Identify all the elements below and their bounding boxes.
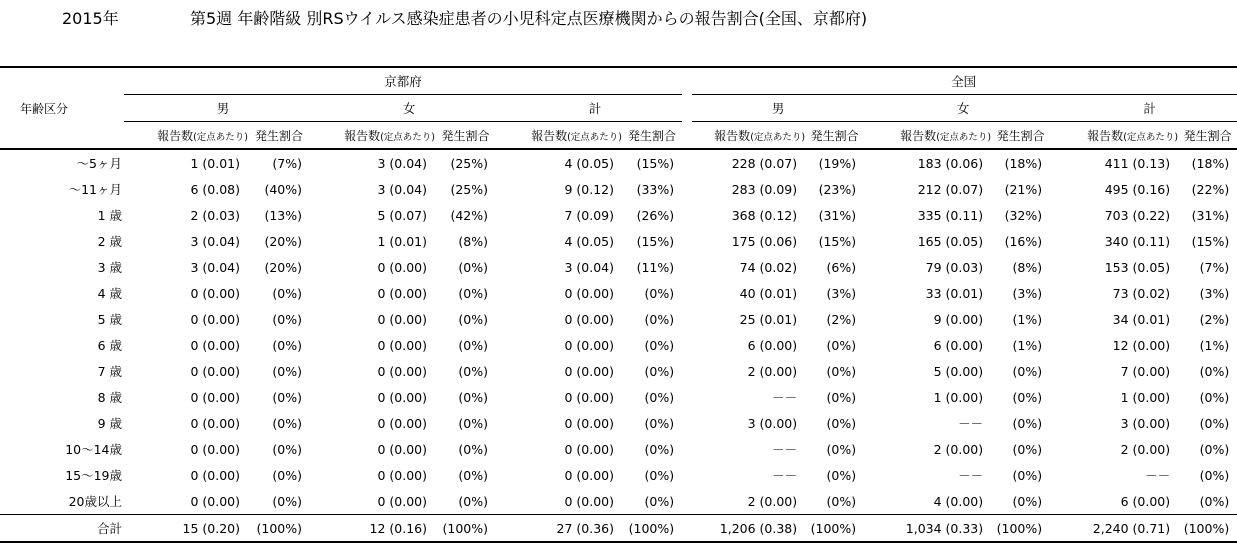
ratio-cell: (0%) bbox=[458, 285, 488, 301]
ratio-cell: (0%) bbox=[1199, 441, 1230, 457]
ratio-cell: (0%) bbox=[826, 441, 857, 457]
ratio-cell: (0%) bbox=[644, 493, 675, 509]
region-header: 全国 bbox=[951, 74, 977, 89]
ratio-cell: (0%) bbox=[1012, 415, 1043, 431]
sex-header: 男 bbox=[136, 95, 310, 122]
report-count-cell: 1,206 (0.38) bbox=[692, 515, 805, 543]
ratio-cell: (31%) bbox=[818, 207, 857, 223]
age-label: 15～19歳 bbox=[65, 468, 122, 483]
age-label: 10～14歳 bbox=[65, 442, 122, 457]
ratio-cell: (15%) bbox=[1191, 233, 1230, 249]
ratio-cell: (0%) bbox=[272, 311, 302, 327]
age-label: 9 歳 bbox=[97, 416, 122, 431]
report-count-cell: 0 (0.00) bbox=[377, 259, 427, 275]
report-count-cell: －－ bbox=[958, 416, 984, 431]
ratio-cell: (0%) bbox=[1012, 493, 1043, 509]
ratio-cell: (0%) bbox=[1199, 467, 1230, 483]
report-count-cell: 2 (0.00) bbox=[747, 493, 798, 509]
per-site-subheader: (定点あたり) bbox=[567, 131, 622, 143]
report-count-cell: 153 (0.05) bbox=[1104, 259, 1171, 275]
table-row bbox=[0, 280, 1237, 306]
report-count-cell: 340 (0.11) bbox=[1104, 233, 1171, 249]
report-count-cell: －－ bbox=[1145, 468, 1171, 483]
ratio-cell: (15%) bbox=[636, 233, 675, 249]
ratio-cell: (100%) bbox=[248, 515, 310, 543]
table-row bbox=[0, 410, 1237, 436]
ratio-cell: (0%) bbox=[826, 493, 857, 509]
ratio-cell: (0%) bbox=[644, 467, 675, 483]
ratio-cell: (0%) bbox=[1012, 441, 1043, 457]
age-label: 5 歳 bbox=[97, 312, 122, 327]
ratio-cell: (8%) bbox=[1012, 259, 1043, 275]
table-row bbox=[0, 306, 1237, 332]
report-count-cell: 2 (0.03) bbox=[190, 207, 240, 223]
ratio-cell: (33%) bbox=[636, 181, 675, 197]
ratio-cell: (0%) bbox=[458, 415, 488, 431]
report-count-cell: 0 (0.00) bbox=[564, 467, 614, 483]
ratio-cell: (0%) bbox=[458, 363, 488, 379]
count-subheader: 報告数 bbox=[531, 128, 568, 143]
report-count-cell: 228 (0.07) bbox=[731, 155, 798, 171]
report-count-cell: 3 (0.04) bbox=[190, 233, 240, 249]
report-count-cell: 1 (0.00) bbox=[933, 389, 984, 405]
count-subheader: 報告数 bbox=[900, 128, 937, 143]
ratio-cell: (0%) bbox=[272, 467, 302, 483]
sex-header: 女 bbox=[322, 95, 496, 122]
age-label: 8 歳 bbox=[97, 390, 122, 405]
ratio-cell: (0%) bbox=[644, 311, 675, 327]
ratio-cell: (7%) bbox=[1199, 259, 1230, 275]
age-label: 3 歳 bbox=[97, 260, 122, 275]
report-count-cell: 40 (0.01) bbox=[739, 285, 798, 301]
report-count-cell: 0 (0.00) bbox=[564, 389, 614, 405]
ratio-cell: (19%) bbox=[818, 155, 857, 171]
report-count-cell: 0 (0.00) bbox=[377, 363, 427, 379]
report-count-cell: 7 (0.00) bbox=[1120, 363, 1171, 379]
report-count-cell: 0 (0.00) bbox=[190, 311, 240, 327]
report-count-cell: 4 (0.05) bbox=[564, 155, 614, 171]
count-subheader: 報告数 bbox=[344, 128, 381, 143]
report-count-cell: －－ bbox=[958, 468, 984, 483]
ratio-cell: (100%) bbox=[1178, 515, 1237, 543]
age-label: 20歳以上 bbox=[68, 494, 122, 509]
ratio-cell: (3%) bbox=[1012, 285, 1043, 301]
ratio-cell: (25%) bbox=[450, 155, 488, 171]
report-count-cell: 9 (0.12) bbox=[564, 181, 614, 197]
report-count-cell: 0 (0.00) bbox=[377, 415, 427, 431]
table-row bbox=[0, 358, 1237, 384]
ratio-cell: (2%) bbox=[826, 311, 857, 327]
ratio-cell: (0%) bbox=[826, 467, 857, 483]
ratio-cell: (22%) bbox=[1191, 181, 1230, 197]
report-count-cell: 6 (0.00) bbox=[747, 337, 798, 353]
ratio-cell: (0%) bbox=[272, 337, 302, 353]
report-count-cell: 9 (0.00) bbox=[933, 311, 984, 327]
table-row bbox=[0, 228, 1237, 254]
report-count-cell: 5 (0.00) bbox=[933, 363, 984, 379]
ratio-cell: (2%) bbox=[1199, 311, 1230, 327]
report-count-cell: 0 (0.00) bbox=[377, 311, 427, 327]
ratio-cell: (0%) bbox=[272, 493, 302, 509]
report-count-cell: 1 (0.01) bbox=[377, 233, 427, 249]
report-count-cell: －－ bbox=[772, 390, 798, 405]
report-count-cell: 0 (0.00) bbox=[190, 389, 240, 405]
report-count-cell: 3 (0.04) bbox=[377, 181, 427, 197]
ratio-cell: (0%) bbox=[644, 389, 675, 405]
ratio-cell: (100%) bbox=[435, 515, 496, 543]
report-count-cell: 0 (0.00) bbox=[190, 415, 240, 431]
ratio-cell: (0%) bbox=[458, 259, 488, 275]
ratio-cell: (11%) bbox=[636, 259, 675, 275]
ratio-cell: (0%) bbox=[458, 389, 488, 405]
ratio-cell: (0%) bbox=[458, 337, 488, 353]
ratio-cell: (0%) bbox=[826, 363, 857, 379]
ratio-cell: (20%) bbox=[264, 233, 302, 249]
count-subheader: 報告数 bbox=[157, 128, 194, 143]
per-site-subheader: (定点あたり) bbox=[1123, 131, 1179, 143]
per-site-subheader: (定点あたり) bbox=[380, 131, 435, 143]
report-count-cell: 33 (0.01) bbox=[925, 285, 984, 301]
ratio-cell: (0%) bbox=[458, 311, 488, 327]
report-count-cell: 3 (0.04) bbox=[190, 259, 240, 275]
ratio-cell: (26%) bbox=[636, 207, 675, 223]
report-count-cell: 1 (0.00) bbox=[1120, 389, 1171, 405]
ratio-cell: (7%) bbox=[272, 155, 302, 171]
table-row bbox=[0, 202, 1237, 228]
report-count-cell: 5 (0.07) bbox=[377, 207, 427, 223]
report-count-cell: 27 (0.36) bbox=[508, 515, 622, 543]
ratio-cell: (0%) bbox=[1199, 389, 1230, 405]
report-count-cell: 3 (0.00) bbox=[747, 415, 798, 431]
report-count-cell: 0 (0.00) bbox=[190, 467, 240, 483]
sex-header: 女 bbox=[876, 95, 1050, 122]
ratio-cell: (0%) bbox=[644, 285, 675, 301]
count-subheader: 報告数 bbox=[1087, 128, 1124, 143]
rsv-report-table bbox=[0, 66, 1237, 543]
sex-header: 男 bbox=[692, 95, 864, 122]
report-count-cell: 0 (0.00) bbox=[564, 441, 614, 457]
table-row bbox=[0, 332, 1237, 358]
ratio-cell: (8%) bbox=[458, 233, 488, 249]
report-count-cell: 411 (0.13) bbox=[1104, 155, 1171, 171]
ratio-subheader: 発生割合 bbox=[435, 122, 496, 150]
table-row bbox=[0, 436, 1237, 462]
ratio-cell: (23%) bbox=[818, 181, 857, 197]
ratio-cell: (0%) bbox=[272, 389, 302, 405]
report-count-cell: 2,240 (0.71) bbox=[1062, 515, 1178, 543]
report-count-cell: 0 (0.00) bbox=[564, 285, 614, 301]
age-label: 2 歳 bbox=[97, 234, 122, 249]
ratio-cell: (0%) bbox=[458, 441, 488, 457]
report-count-cell: 3 (0.00) bbox=[1120, 415, 1171, 431]
ratio-cell: (1%) bbox=[1012, 337, 1043, 353]
ratio-subheader: 発生割合 bbox=[248, 122, 310, 150]
ratio-cell: (100%) bbox=[622, 515, 682, 543]
report-count-cell: 0 (0.00) bbox=[190, 285, 240, 301]
report-count-cell: 2 (0.00) bbox=[747, 363, 798, 379]
report-count-cell: 1,034 (0.33) bbox=[876, 515, 991, 543]
ratio-cell: (0%) bbox=[1012, 389, 1043, 405]
ratio-cell: (3%) bbox=[1199, 285, 1230, 301]
ratio-cell: (0%) bbox=[826, 415, 857, 431]
ratio-cell: (0%) bbox=[1199, 415, 1230, 431]
report-count-cell: 212 (0.07) bbox=[917, 181, 984, 197]
ratio-subheader: 発生割合 bbox=[622, 122, 682, 150]
report-count-cell: 495 (0.16) bbox=[1104, 181, 1171, 197]
report-title: 第5週 年齢階級 別RSウイルス感染症患者の小児科定点医療機関からの報告割合(全国、京都府) bbox=[190, 9, 868, 28]
per-site-subheader: (定点あたり) bbox=[193, 131, 248, 143]
report-count-cell: 3 (0.04) bbox=[377, 155, 427, 171]
report-count-cell: 165 (0.05) bbox=[917, 233, 984, 249]
report-count-cell: 73 (0.02) bbox=[1112, 285, 1171, 301]
report-count-cell: 12 (0.00) bbox=[1112, 337, 1171, 353]
report-count-cell: 0 (0.00) bbox=[190, 441, 240, 457]
ratio-cell: (18%) bbox=[1004, 155, 1043, 171]
region-header: 京都府 bbox=[384, 74, 422, 89]
age-label: 7 歳 bbox=[97, 364, 122, 379]
ratio-cell: (6%) bbox=[826, 259, 857, 275]
report-count-cell: 4 (0.00) bbox=[933, 493, 984, 509]
ratio-subheader: 発生割合 bbox=[991, 122, 1050, 150]
report-count-cell: 1 (0.01) bbox=[190, 155, 240, 171]
ratio-cell: (0%) bbox=[1199, 363, 1230, 379]
age-label: ～5ヶ月 bbox=[76, 156, 122, 171]
ratio-cell: (1%) bbox=[1012, 311, 1043, 327]
ratio-cell: (0%) bbox=[272, 415, 302, 431]
ratio-cell: (0%) bbox=[644, 415, 675, 431]
report-count-cell: 79 (0.03) bbox=[925, 259, 984, 275]
report-count-cell: 12 (0.16) bbox=[322, 515, 435, 543]
report-count-cell: －－ bbox=[772, 442, 798, 457]
ratio-cell: (0%) bbox=[272, 363, 302, 379]
ratio-cell: (0%) bbox=[272, 441, 302, 457]
report-count-cell: 0 (0.00) bbox=[377, 467, 427, 483]
report-count-cell: 0 (0.00) bbox=[190, 337, 240, 353]
ratio-cell: (0%) bbox=[826, 337, 857, 353]
table-row bbox=[0, 384, 1237, 410]
report-count-cell: 0 (0.00) bbox=[190, 363, 240, 379]
sex-header: 計 bbox=[508, 95, 682, 122]
ratio-cell: (0%) bbox=[1199, 493, 1230, 509]
report-count-cell: 2 (0.00) bbox=[933, 441, 984, 457]
ratio-cell: (0%) bbox=[644, 441, 675, 457]
age-label: 合計 bbox=[0, 515, 124, 543]
ratio-cell: (0%) bbox=[644, 363, 675, 379]
report-count-cell: 0 (0.00) bbox=[377, 441, 427, 457]
sex-header: 計 bbox=[1062, 95, 1237, 122]
ratio-cell: (42%) bbox=[450, 207, 488, 223]
ratio-subheader: 発生割合 bbox=[1178, 122, 1237, 150]
table-row bbox=[0, 462, 1237, 488]
ratio-cell: (15%) bbox=[636, 155, 675, 171]
table-row bbox=[0, 254, 1237, 280]
report-count-cell: 0 (0.00) bbox=[564, 311, 614, 327]
report-count-cell: 703 (0.22) bbox=[1104, 207, 1171, 223]
age-label: 6 歳 bbox=[97, 338, 122, 353]
report-count-cell: 0 (0.00) bbox=[564, 363, 614, 379]
ratio-cell: (15%) bbox=[818, 233, 857, 249]
age-label: 4 歳 bbox=[97, 286, 122, 301]
report-count-cell: 0 (0.00) bbox=[564, 415, 614, 431]
total-row bbox=[0, 515, 1237, 543]
report-count-cell: 34 (0.01) bbox=[1112, 311, 1171, 327]
ratio-cell: (1%) bbox=[1199, 337, 1230, 353]
report-count-cell: 3 (0.04) bbox=[564, 259, 614, 275]
table-row bbox=[0, 488, 1237, 515]
ratio-cell: (0%) bbox=[272, 285, 302, 301]
ratio-subheader: 発生割合 bbox=[805, 122, 864, 150]
year-label: 2015年 bbox=[62, 9, 119, 28]
report-count-cell: 283 (0.09) bbox=[731, 181, 798, 197]
report-count-cell: 6 (0.08) bbox=[190, 181, 240, 197]
per-site-subheader: (定点あたり) bbox=[936, 131, 992, 143]
ratio-cell: (13%) bbox=[264, 207, 302, 223]
table-row bbox=[0, 176, 1237, 202]
report-count-cell: 0 (0.00) bbox=[190, 493, 240, 509]
report-count-cell: 6 (0.00) bbox=[1120, 493, 1171, 509]
table-row bbox=[0, 149, 1237, 176]
ratio-cell: (0%) bbox=[1012, 363, 1043, 379]
ratio-cell: (0%) bbox=[458, 467, 488, 483]
ratio-cell: (21%) bbox=[1004, 181, 1043, 197]
count-subheader: 報告数 bbox=[714, 128, 751, 143]
report-count-cell: 2 (0.00) bbox=[1120, 441, 1171, 457]
ratio-cell: (0%) bbox=[1012, 467, 1043, 483]
ratio-cell: (100%) bbox=[991, 515, 1050, 543]
report-count-cell: 4 (0.05) bbox=[564, 233, 614, 249]
ratio-cell: (0%) bbox=[458, 493, 488, 509]
report-count-cell: 175 (0.06) bbox=[731, 233, 798, 249]
ratio-cell: (100%) bbox=[805, 515, 864, 543]
report-count-cell: 15 (0.20) bbox=[136, 515, 248, 543]
report-count-cell: 25 (0.01) bbox=[739, 311, 798, 327]
ratio-cell: (40%) bbox=[264, 181, 302, 197]
ratio-cell: (0%) bbox=[826, 389, 857, 405]
report-count-cell: 0 (0.00) bbox=[564, 337, 614, 353]
report-count-cell: －－ bbox=[772, 468, 798, 483]
ratio-cell: (20%) bbox=[264, 259, 302, 275]
ratio-cell: (18%) bbox=[1191, 155, 1230, 171]
ratio-cell: (0%) bbox=[644, 337, 675, 353]
report-count-cell: 335 (0.11) bbox=[917, 207, 984, 223]
report-count-cell: 6 (0.00) bbox=[933, 337, 984, 353]
ratio-cell: (32%) bbox=[1004, 207, 1043, 223]
report-count-cell: 0 (0.00) bbox=[377, 389, 427, 405]
age-label: ～11ヶ月 bbox=[68, 182, 122, 197]
age-label: 1 歳 bbox=[97, 208, 122, 223]
report-count-cell: 7 (0.09) bbox=[564, 207, 614, 223]
per-site-subheader: (定点あたり) bbox=[750, 131, 806, 143]
report-count-cell: 0 (0.00) bbox=[377, 493, 427, 509]
ratio-cell: (25%) bbox=[450, 181, 488, 197]
header-age-group: 年齢区分 bbox=[0, 67, 124, 149]
report-count-cell: 183 (0.06) bbox=[917, 155, 984, 171]
report-count-cell: 0 (0.00) bbox=[564, 493, 614, 509]
report-count-cell: 368 (0.12) bbox=[731, 207, 798, 223]
ratio-cell: (3%) bbox=[826, 285, 857, 301]
report-count-cell: 0 (0.00) bbox=[377, 337, 427, 353]
ratio-cell: (31%) bbox=[1191, 207, 1230, 223]
report-count-cell: 74 (0.02) bbox=[739, 259, 798, 275]
report-count-cell: 0 (0.00) bbox=[377, 285, 427, 301]
ratio-cell: (16%) bbox=[1004, 233, 1043, 249]
